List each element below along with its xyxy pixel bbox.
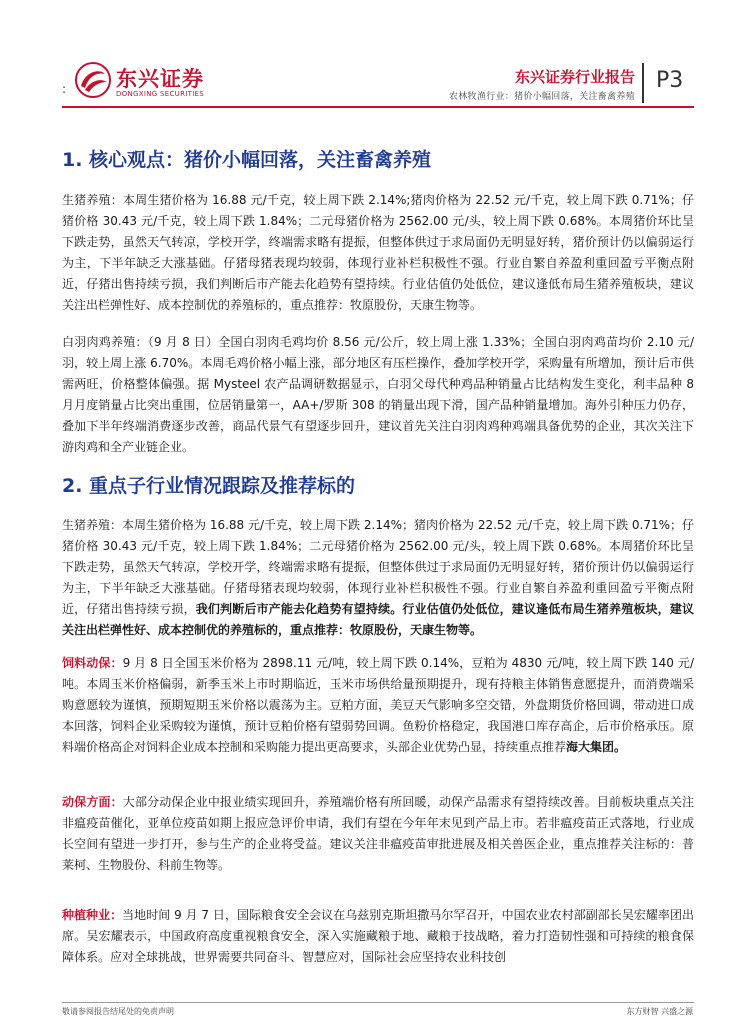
report-title: 东兴证券行业报告 [514,68,635,86]
page-number: P3 [656,68,684,93]
paragraph-feed [62,653,694,758]
paragraph-seed [62,905,694,968]
footer-disclaimer: 敬请参阅报告结尾处的免责声明 [62,1007,174,1016]
section-heading-1 [62,145,431,172]
paragraph-pig-farming-2 [62,515,694,641]
paragraph-text: 当地时间 9 月 7 日，国际粮食安全会议在乌兹别克斯坦撒马尔罕召开，中国农业农村部副部长吴宏耀率团出席。吴宏耀表示，中国政府高度重视粮食安全，深入实施藏粮于地、藏粮于技战略，着力打造韧性强和可持续的粮食保障体系。应对全球挑战，世界需要共同奋斗、智慧应对，国际社会应坚持农业科技创 [62,908,694,964]
paragraph-label: 饲料动保： [62,656,123,670]
paragraph-bold-text: 我们判断后市产能去化趋势有望持续。行业估值仍处低位，建议逢低布局生猪养殖板块，建议关注出栏弹性好、成本控制优的养殖标的，重点推荐：牧原股份，天康生物等。 [62,602,694,637]
header-divider [642,63,644,103]
paragraph-broiler: 白羽肉鸡养殖：（9 月 8 日）全国白羽肉毛鸡均价 8.56 元/公斤，较上周上涨 1.33%；全国白羽肉鸡苗均价 2.10 元/羽，较上周上涨 6.70%。本周毛鸡价格小幅上涨，部分地区有压栏操作，叠加学校开学，采购量有所增加，预计后市供需两旺，价格整体偏强。据 Mysteel 农产品调研数据显示，白羽父母代种鸡品种销量占比结构发生变化，利丰品种 8 月月度销量占比突出重围，位居销量第一，AA+/罗斯 308 的销量出现下滑，国产品种销量增加。海外引种压力仍存，叠加下半年终端消费逐步改善，商品代景气有望逐步回升，建议首先关注白羽肉鸡种鸡端具备优势的企业，其次关注下游肉鸡和全产业链企业。 [62,335,694,454]
logo-text-en: DONGXING SECURITIES [116,90,205,98]
paragraph-bold-text: 海大集团。 [566,740,627,754]
report-subtitle: 农林牧渔行业：猪价小幅回落，关注畜禽养殖 [448,92,635,102]
company-logo [75,62,205,102]
header-dot: : [62,82,67,96]
header-rule [62,106,694,108]
section-title-1-text: 1. 核心观点：猪价小幅回落，关注畜禽养殖 [62,149,432,171]
paragraph-animal-health [62,792,694,876]
footer-slogan: 东方财智 兴盛之源 [626,1007,693,1016]
section-title-1 [62,145,431,172]
paragraph-label: 动保方面： [62,795,123,809]
footer-rule [62,1002,694,1003]
logo-text-cn: 东兴证券 [116,67,204,91]
section-heading-2 [62,471,355,498]
paragraph-pig-farming: 生猪养殖：本周生猪价格为 16.88 元/千克，较上周下跌 2.14%;猪肉价格为 22.52 元/千克，较上周下跌 0.71%；仔猪价格 30.43 元/千克，较上周下跌 1.84%；二元母猪价格为 2562.00 元/头，较上周下跌 0.68%。本周猪价环比呈下跌走势，虽然天气转凉，学校开学，终端需求略有提振，但整体供过于求局面仍无明显好转，猪价预计仍以偏弱运行为主，下半年缺乏大涨基础。仔猪母猪表现均较弱，体现行业补栏积极性不强。行业自繁自养盈利重回盈亏平衡点附近，仔猪出售持续亏损，我们判断后市产能去化趋势有望持续。行业估值仍处低位，建议逢低布局生猪养殖板块，建议关注出栏弹性好、成本控制优的养殖标的，重点推荐：牧原股份，天康生物等。 [62,193,694,312]
paragraph-label: 种植种业： [62,908,123,922]
logo-mark-icon [75,62,111,98]
section-title-2-text: 2. 重点子行业情况跟踪及推荐标的 [62,475,356,497]
section-title-2 [62,471,355,498]
paragraph-text: 大部分动保企业中报业绩实现回升，养殖端价格有所回暖，动保产品需求有望持续改善。目前板块重点关注非瘟疫苗催化，亚单位疫苗如期上报应急评价申请，我们有望在今年年末见到产品上市。若非瘟疫苗正式落地，行业成长空间有望进一步打开，参与生产的企业将受益。建议关注非瘟疫苗审批进展及相关兽医企业，重点推荐关注标的：普莱柯、生物股份、科前生物等。 [62,795,694,872]
page-header [0,0,755,118]
paragraph-text: 生猪养殖：本周生猪价格为 16.88 元/千克，较上周下跌 2.14%；猪肉价格为 22.52 元/千克，较上周下跌 0.71%；仔猪价格 30.43 元/千克，较上周下跌 1.84%；二元母猪价格为 2562.00 元/头，较上周下跌 0.68%。本周猪价环比呈下跌走势，虽然天气转凉，学校开学，终端需求略有提振，但整体供过于求局面仍无明显好转，猪价预计仍以偏弱运行为主，下半年缺乏大涨基础。仔猪母猪表现均较弱，体现行业补栏积极性不强。行业自繁自养盈利重回盈亏平衡点附近，仔猪出售持续亏损， [62,518,694,616]
paragraph-text: 9 月 8 日全国玉米价格为 2898.11 元/吨，较上周下跌 0.14%，豆粕为 4830 元/吨，较上周下跌 140 元/吨。本周玉米价格偏弱，新季玉米上市时期临近，玉米市场供给量预期提升，现有持粮主体销售意愿提升，而消费端采购意愿较为谨慎，预期短期玉米价格以震荡为主。豆粕方面，美豆天气影响多空交错，外盘期货价格回调，带动进口成本回落，饲料企业采购较为谨慎，预计豆粕价格有望弱势回调。鱼粉价格稳定，我国港口库存高企，后市价格承压。原料端价格高企对饲料企业成本控制和采购能力提出更高要求，头部企业优势凸显，持续重点推荐 [62,656,694,754]
